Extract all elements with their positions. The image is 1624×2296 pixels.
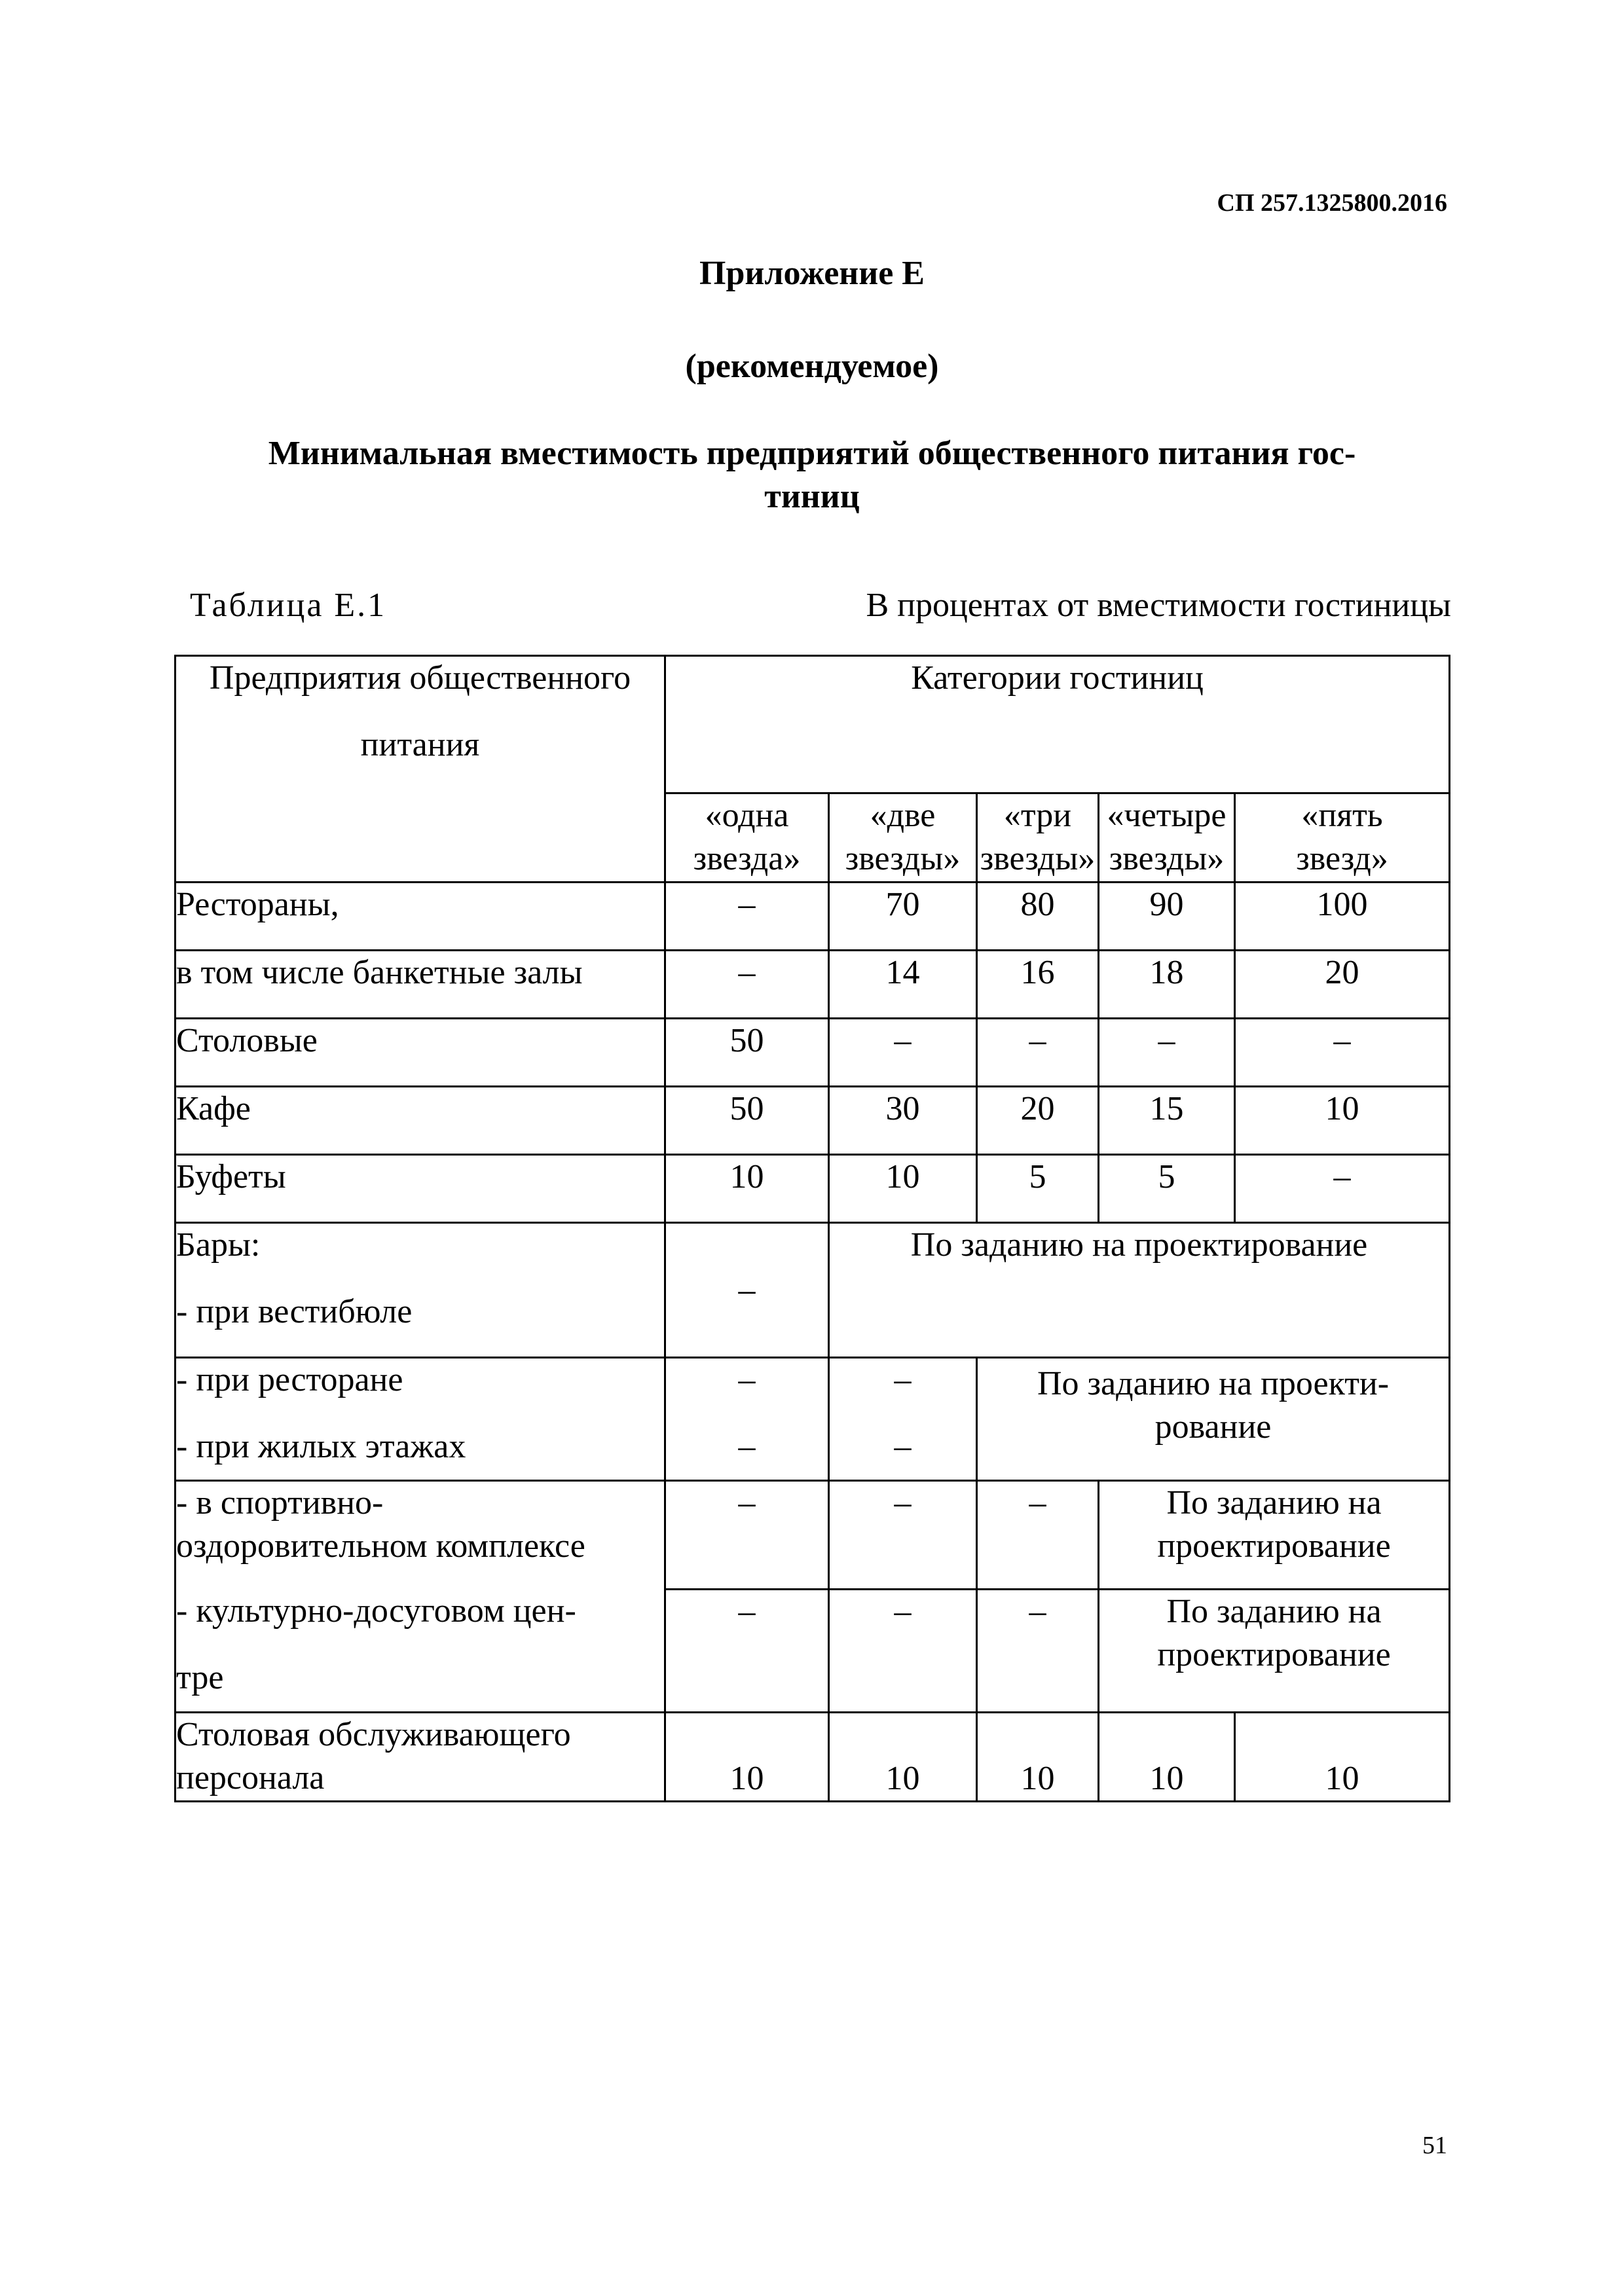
table-cell: 30 — [829, 1087, 977, 1155]
table-cell: 14 — [829, 951, 977, 1019]
table-cell: 10 — [977, 1713, 1099, 1802]
merged-by-design-assignment: По заданию на проектирование — [829, 1223, 1450, 1358]
row-label-staff-canteen: Столовая обслуживающего персонала — [175, 1713, 665, 1802]
category-four-stars: «четыре звезды» — [1099, 793, 1235, 883]
row-label-banquet-halls: в том числе банкетные залы — [175, 951, 665, 1019]
table-cell: – — [665, 883, 829, 951]
table-cell: 10 — [665, 1155, 829, 1223]
table-cell: 10 — [1235, 1087, 1450, 1155]
table-cell: 80 — [977, 883, 1099, 951]
table-cell: 70 — [829, 883, 977, 951]
annex-heading-line1: Минимальная вместимость предприятий общественного питания гос- — [268, 435, 1356, 472]
table-cell: – — [1235, 1019, 1450, 1087]
table-cell: 10 — [665, 1713, 829, 1802]
table-cell: – — [1235, 1155, 1450, 1223]
bars-restaurant-label: - при ресторане — [176, 1361, 403, 1398]
table-cell: 10 — [1099, 1713, 1235, 1802]
merged-by-design-assignment: По заданию на проекти- рование — [977, 1358, 1450, 1481]
header-enterprises-line2: питания — [360, 726, 480, 763]
table-cell: 18 — [1099, 951, 1235, 1019]
row-label-buffets: Буфеты — [175, 1155, 665, 1223]
table-cell: 5 — [1099, 1155, 1235, 1223]
row-label-cafe: Кафе — [175, 1087, 665, 1155]
table-cell: – — [665, 1481, 829, 1590]
table-cell: – — [665, 1590, 829, 1713]
annex-status: (рекомендуемое) — [685, 348, 939, 385]
row-label-culture-center: - культурно-досуговом цен- тре — [175, 1590, 665, 1713]
table-cell: – — [665, 951, 829, 1019]
merged-by-design-assignment: По заданию на проектирование — [1099, 1590, 1450, 1713]
header-enterprises-line1: Предприятия общественного — [209, 659, 631, 697]
table-cell: – – — [665, 1358, 829, 1481]
table-cell: 16 — [977, 951, 1099, 1019]
merged-by-design-assignment: По заданию на проектирование — [1099, 1481, 1450, 1590]
table-label: Таблица Е.1 — [190, 587, 387, 624]
row-label-canteens: Столовые — [175, 1019, 665, 1087]
catering-capacity-table — [174, 655, 1450, 1802]
table-cell: 10 — [829, 1155, 977, 1223]
table-cell: 50 — [665, 1087, 829, 1155]
category-five-stars: «пять звезд» — [1235, 793, 1450, 883]
table-cell: – — [829, 1590, 977, 1713]
row-label-sport-complex: - в спортивно- оздоровительном комплексе — [175, 1481, 665, 1590]
table-cell: – — [977, 1590, 1099, 1713]
table-cell: 5 — [977, 1155, 1099, 1223]
row-label-bars-restaurant-living — [175, 1358, 665, 1481]
table-cell: 50 — [665, 1019, 829, 1087]
row-label-bars — [175, 1223, 665, 1358]
bars-living-floors-label: - при жилых этажах — [176, 1428, 466, 1465]
page-number: 51 — [1422, 2132, 1447, 2159]
header-hotel-categories: Категории гостиниц — [665, 656, 1450, 793]
row-label-restaurants: Рестораны, — [175, 883, 665, 951]
table-cell: – — [977, 1019, 1099, 1087]
table-cell: 20 — [1235, 951, 1450, 1019]
table-cell: – – — [829, 1358, 977, 1481]
header-enterprises — [175, 656, 665, 883]
table-cell: 15 — [1099, 1087, 1235, 1155]
table-cell: 100 — [1235, 883, 1450, 951]
bars-lobby-label: - при вестибюле — [176, 1293, 413, 1330]
table-cell: 10 — [829, 1713, 977, 1802]
annex-title: Приложение Е — [699, 255, 925, 292]
table-cell: 90 — [1099, 883, 1235, 951]
annex-heading-line2: тиниц — [764, 478, 860, 515]
category-three-stars: «три звезды» — [977, 793, 1099, 883]
table-cell: – — [665, 1223, 829, 1358]
table-cell: 10 — [1235, 1713, 1450, 1802]
table-cell: – — [829, 1019, 977, 1087]
annex-heading — [177, 432, 1447, 519]
table-cell: 20 — [977, 1087, 1099, 1155]
table-cell: – — [1099, 1019, 1235, 1087]
table-units: В процентах от вместимости гостиницы — [866, 587, 1451, 624]
table-cell: – — [977, 1481, 1099, 1590]
category-two-stars: «две звезды» — [829, 793, 977, 883]
bars-label: Бары: — [176, 1226, 261, 1264]
document-code: СП 257.1325800.2016 — [1217, 189, 1447, 217]
table-cell: – — [829, 1481, 977, 1590]
category-one-star: «одна звезда» — [665, 793, 829, 883]
